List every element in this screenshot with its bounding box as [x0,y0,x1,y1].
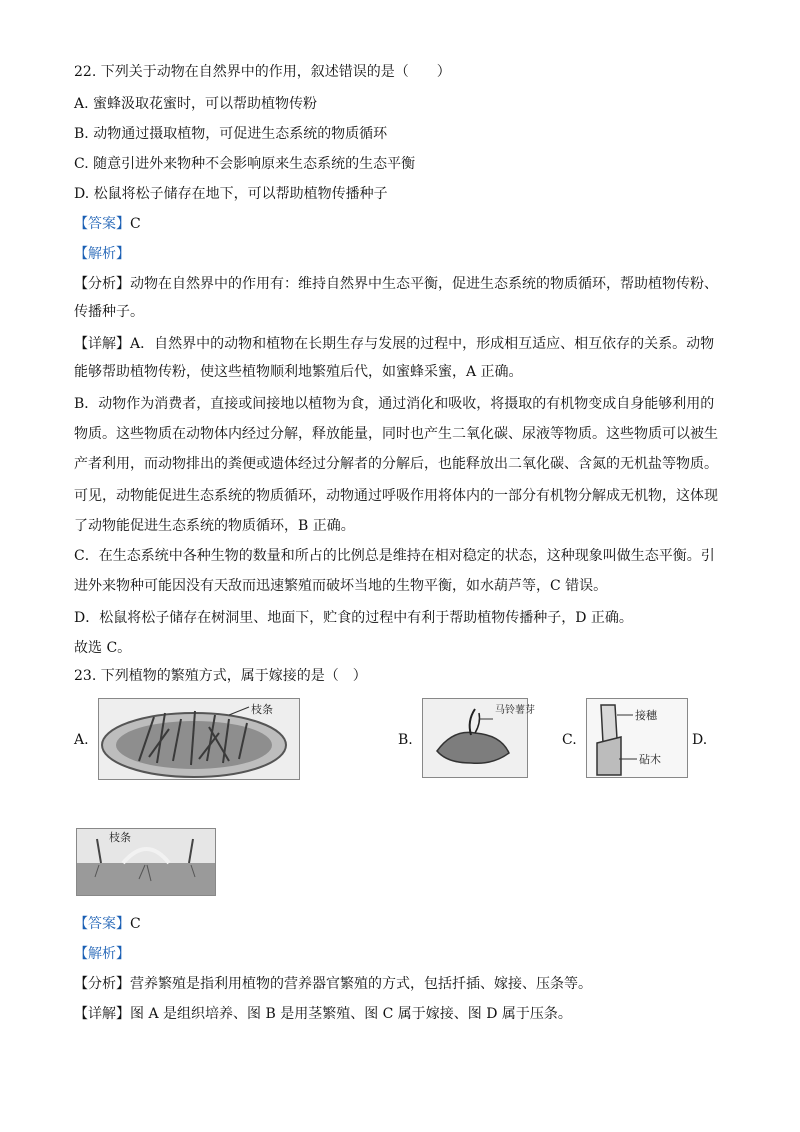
q23-option-d-label: D. [692,732,708,748]
q22-detail-line: 物质。这些物质在动物体内经过分解，释放能量，同时也产生二氧化碳、尿液等物质。这些物质可以被生 [74,426,718,442]
analysis-tag: 【解析】 [74,946,130,962]
q22-fenxi-line-2: 传播种子。 [74,304,144,320]
q22-option-d: D. 松鼠将松子储存在地下，可以帮助植物传播种子 [74,186,388,202]
q22-option-c: C. 随意引进外来物种不会影响原来生态系统的生态平衡 [74,156,416,172]
q23-fenxi-line [74,974,592,994]
answer-tag: 【答案】 [74,216,130,232]
figure-d-layering [76,828,216,896]
figure-a-cuttings [98,698,300,780]
answer-value: C [130,916,141,932]
q22-option-b: B. 动物通过摄取植物，可促进生态系统的物质循环 [74,126,388,142]
q22-analysis-heading [74,244,130,264]
q23-option-a-label: A. [74,732,89,748]
q23-option-b-label: B. [398,732,413,748]
q22-conclusion: 故选 C。 [74,640,132,656]
q22-detail-line: 了动物能促进生态系统的物质循环，B 正确。 [74,518,355,534]
answer-tag: 【答案】 [74,916,130,932]
q22-detail-line: 进外来物种可能因没有天敌而迅速繁殖而破坏当地的生物平衡，如水葫芦等，C 错误。 [74,578,608,594]
q22-detail-line: 可见，动物能促进生态系统的物质循环，动物通过呼吸作用将体内的一部分有机物分解成无机物，这体现 [74,488,718,504]
q23-answer-line [74,914,141,934]
xiangjie-tag: 【详解】 [74,1006,130,1022]
figure-b-potato [422,698,535,778]
fenxi-tag: 【分析】 [74,276,130,292]
detail-text: 图 A 是组织培养、图 B 是用茎繁殖、图 C 属于嫁接、图 D 属于压条。 [130,1006,572,1022]
q23-stem: 23. 下列植物的繁殖方式，属于嫁接的是（ ） [74,668,367,684]
fenxi-tag: 【分析】 [74,976,130,992]
q22-detail-line: 产者利用，而动物排出的粪便或遗体经过分解者的分解后，也能释放出二氧化碳、含氮的无机盐等物质。 [74,456,718,472]
q22-stem: 22. 下列关于动物在自然界中的作用，叙述错误的是（ ） [74,64,451,80]
q22-detail-line: B．动物作为消费者，直接或间接地以植物为食，通过消化和吸收，将摄取的有机物变成自身能够利用的 [74,396,715,412]
figure-c-grafting [586,698,688,778]
q22-detail-line [74,334,714,354]
fenxi-text: 营养繁殖是指利用植物的营养器官繁殖的方式，包括扦插、嫁接、压条等。 [130,976,592,992]
q22-fenxi-line-1 [74,274,718,294]
q22-detail-line: 能够帮助植物传粉，使这些植物顺利地繁殖后代，如蜜蜂采蜜，A 正确。 [74,364,523,380]
figure-c-label-rootstock: 砧木 [639,753,661,766]
figure-c-label-scion: 接穗 [635,709,657,722]
fenxi-text: 动物在自然界中的作用有：维持自然界中生态平衡，促进生态系统的物质循环，帮助植物传粉、 [130,276,718,292]
q23-detail-line [74,1004,572,1024]
q22-detail-line: D．松鼠将松子储存在树洞里、地面下，贮食的过程中有利于帮助植物传播种子，D 正确。 [74,610,633,626]
figure-b-label: 马铃薯芽 [495,705,535,716]
q23-option-c-label: C. [562,732,577,748]
q23-analysis-heading [74,944,130,964]
xiangjie-tag: 【详解】 [74,336,130,352]
q22-answer-line [74,214,141,234]
q22-detail-line: C．在生态系统中各种生物的数量和所占的比例总是维持在相对稳定的状态，这种现象叫做生态平衡。引 [74,548,715,564]
figure-d-label: 枝条 [109,831,131,844]
detail-text: A．自然界中的动物和植物在长期生存与发展的过程中，形成相互适应、相互依存的关系。动物 [130,336,715,352]
figure-a-label: 枝条 [251,703,273,716]
answer-value: C [130,216,141,232]
q22-option-a: A. 蜜蜂汲取花蜜时，可以帮助植物传粉 [74,96,318,112]
analysis-tag: 【解析】 [74,246,130,262]
